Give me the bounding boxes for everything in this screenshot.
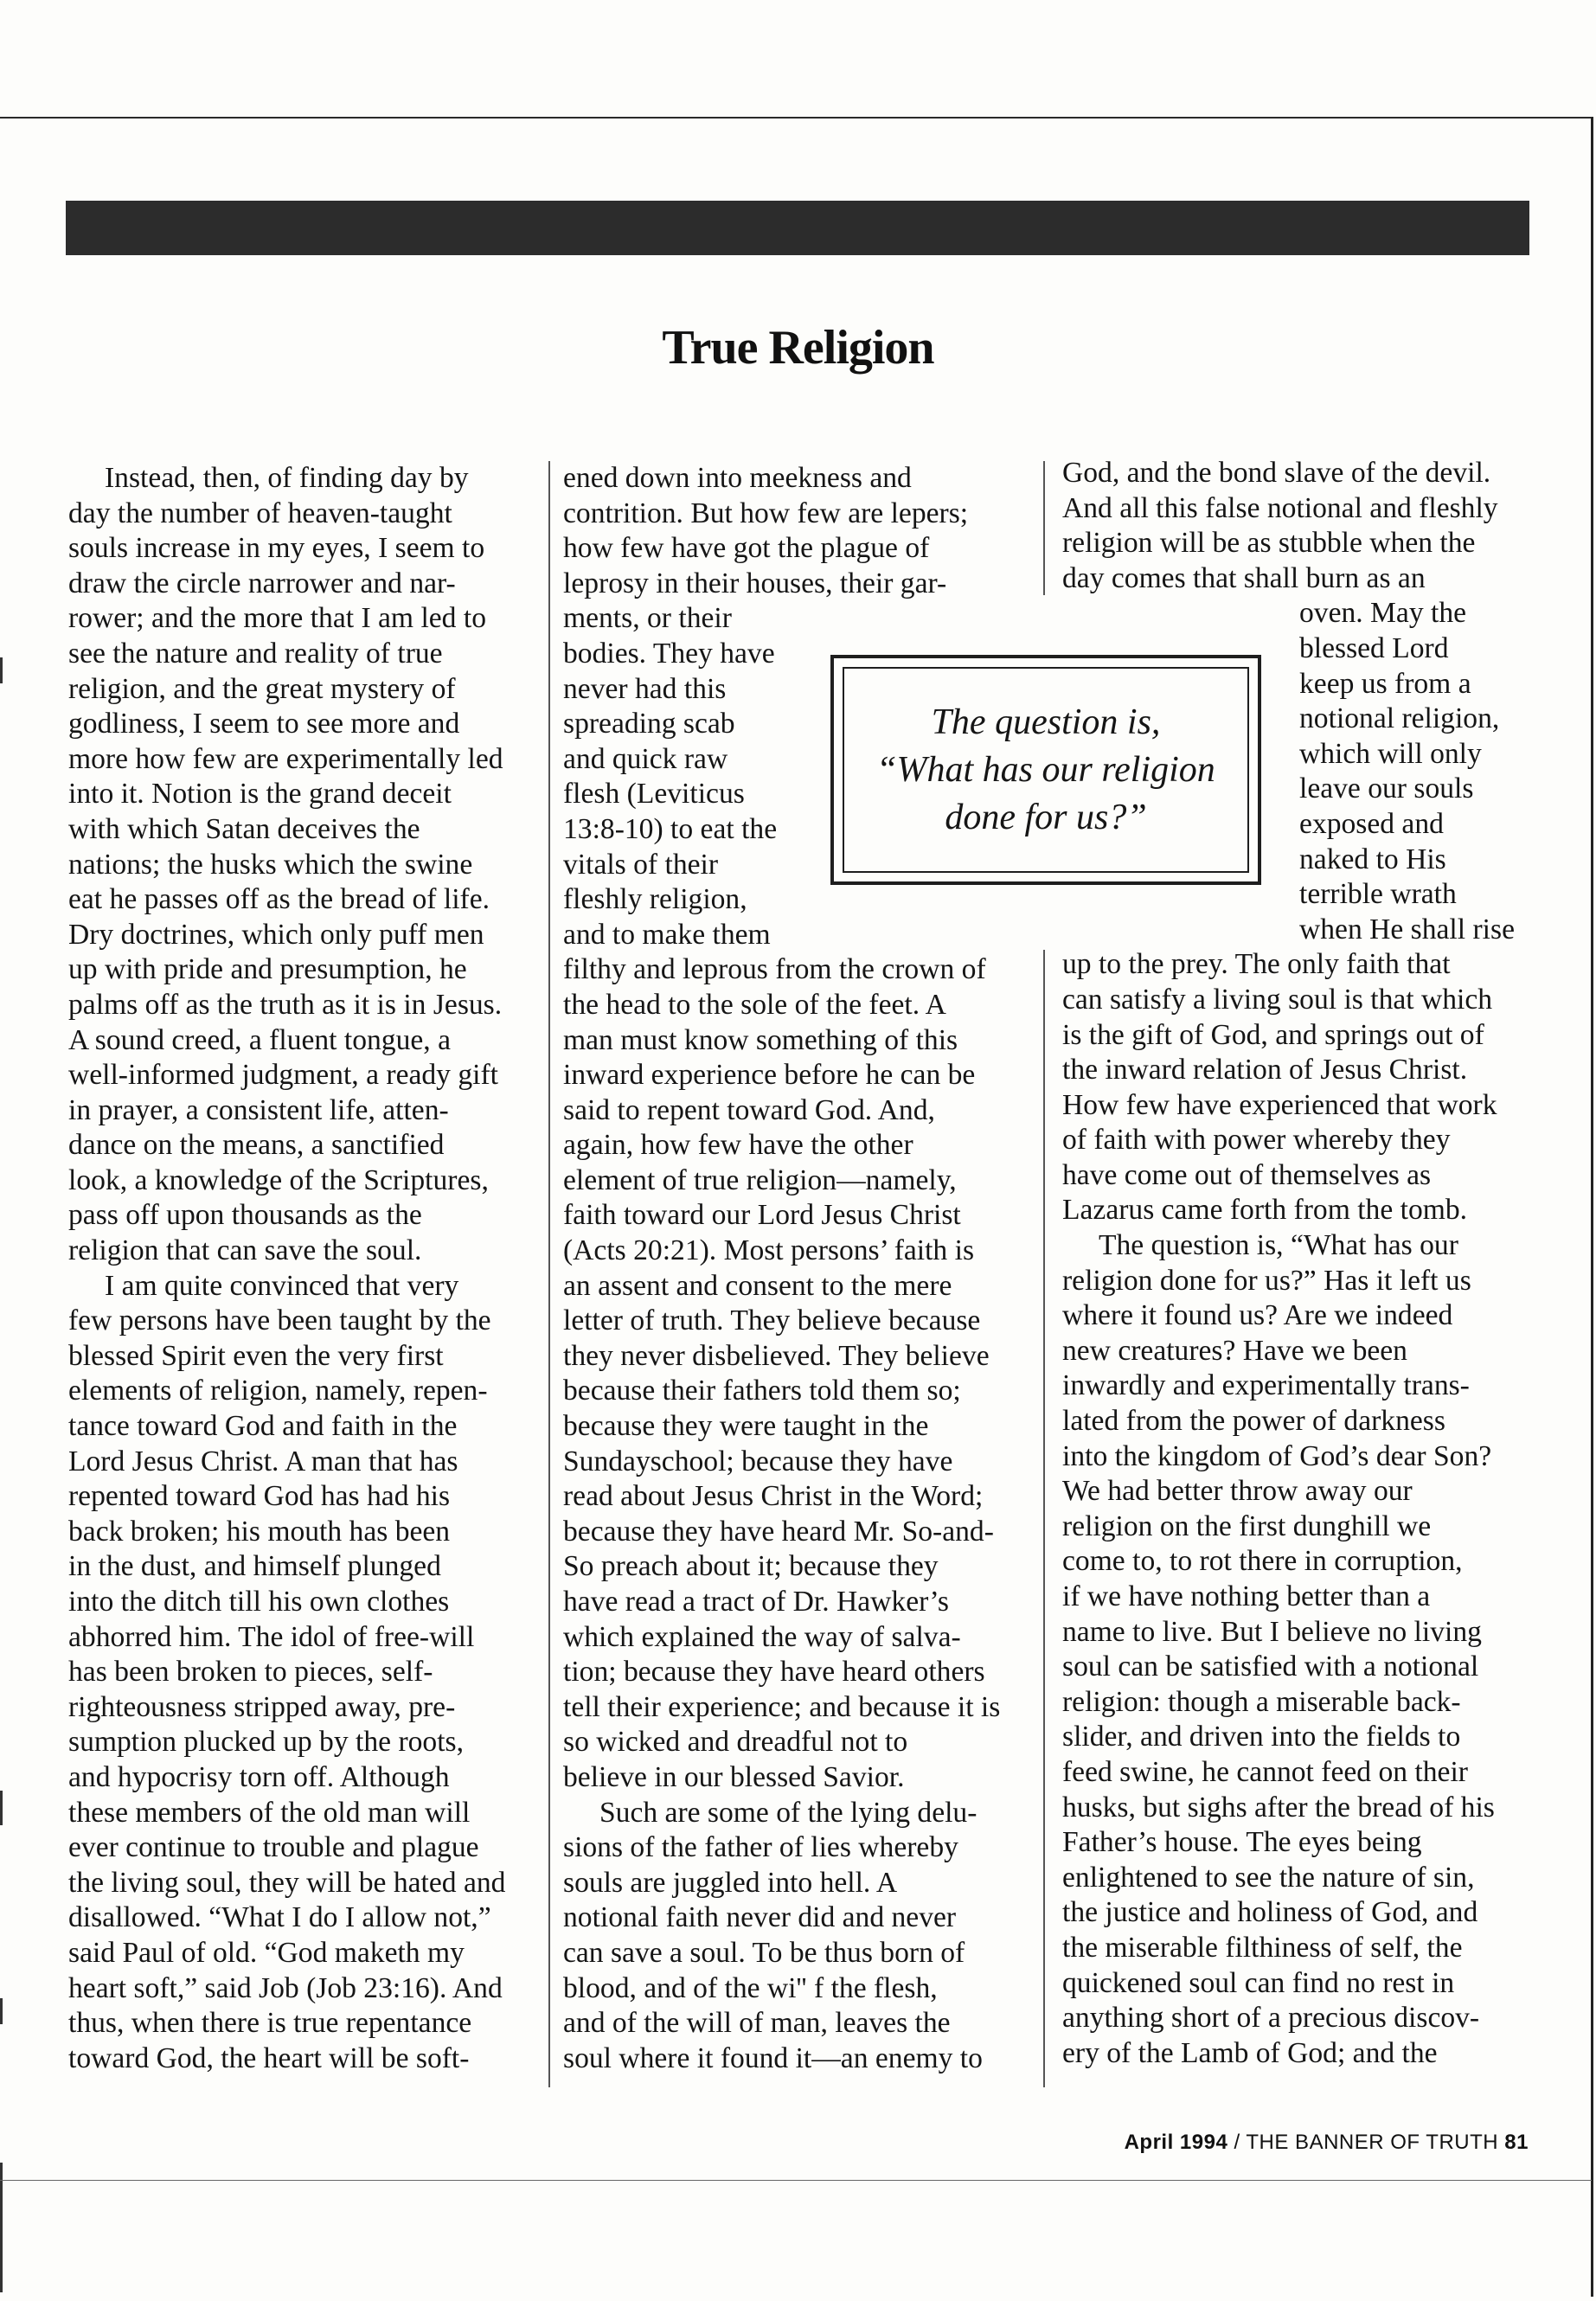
text-line: because their fathers told them so; xyxy=(563,1375,961,1407)
text-line: where it found us? Are we indeed xyxy=(1062,1299,1453,1332)
text-line: inwardly and experimentally trans- xyxy=(1062,1369,1470,1402)
text-line: come to, to rot there in corruption, xyxy=(1062,1545,1463,1578)
text-line: fleshly religion, xyxy=(563,883,747,916)
text-line: which will only xyxy=(1299,737,1482,770)
text-line: look, a knowledge of the Scriptures, xyxy=(68,1163,489,1196)
text-line: soul where it found it—an enemy to xyxy=(563,2041,983,2074)
text-line: of faith with power whereby they xyxy=(1062,1124,1451,1157)
text-line: filthy and leprous from the crown of xyxy=(563,953,986,986)
text-line: because they were taught in the xyxy=(563,1410,929,1443)
text-line: and of the will of man, leaves the xyxy=(563,2007,951,2040)
text-line: have come out of themselves as xyxy=(1062,1158,1432,1191)
text-line: feed swine, he cannot feed on their xyxy=(1062,1755,1468,1788)
text-line: leave our souls xyxy=(1299,772,1474,805)
page-right-edge xyxy=(1591,117,1593,2297)
text-line: Father’s house. The eyes being xyxy=(1062,1826,1422,1859)
text-line: righteousness stripped away, pre- xyxy=(68,1690,456,1723)
text-line: thus, when there is true repentance xyxy=(68,2007,472,2040)
pull-quote-line: “What has our religion xyxy=(876,749,1215,790)
text-line: ery of the Lamb of God; and the xyxy=(1062,2036,1438,2069)
text-line: in the dust, and himself plunged xyxy=(68,1550,441,1583)
text-line: abhorred him. The idol of free-will xyxy=(68,1620,475,1653)
text-line: soul can be satisfied with a notional xyxy=(1062,1650,1479,1683)
text-line: dance on the means, a sanctified xyxy=(68,1129,445,1162)
text-line: religion, and the great mystery of xyxy=(68,672,456,705)
text-line: godliness, I seem to see more and xyxy=(68,708,460,740)
footer-date: April 1994 xyxy=(1124,2131,1228,2154)
text-line: back broken; his mouth has been xyxy=(68,1515,451,1548)
text-line: keep us from a xyxy=(1299,667,1471,700)
text-line: has been broken to pieces, self- xyxy=(68,1656,433,1689)
bottom-rule xyxy=(0,2180,1592,2181)
text-line: when He shall rise xyxy=(1299,913,1515,945)
article-title: True Religion xyxy=(662,321,934,375)
text-line: Lazarus came forth from the tomb. xyxy=(1062,1194,1468,1227)
text-line: said to repent toward God. And, xyxy=(563,1093,935,1126)
text-line: spreading scab xyxy=(563,708,735,740)
text-line: pass off upon thousands as the xyxy=(68,1199,422,1232)
text-line: name to live. But I believe no living xyxy=(1062,1615,1482,1648)
text-line: eat he passes off as the bread of life. xyxy=(68,883,490,916)
text-line: into it. Notion is the grand deceit xyxy=(68,778,452,811)
text-line: so wicked and dreadful not to xyxy=(563,1726,908,1759)
text-line: well-informed judgment, a ready gift xyxy=(68,1059,498,1092)
text-line: can satisfy a living soul is that which xyxy=(1062,983,1493,1016)
pull-quote-box xyxy=(830,655,1261,885)
text-line: Lord Jesus Christ. A man that has xyxy=(68,1445,458,1477)
text-line: elements of religion, namely, repen- xyxy=(68,1375,488,1407)
text-line: heart soft,” said Job (Job 23:16). And xyxy=(68,1971,503,2004)
text-line: I am quite convinced that very xyxy=(105,1269,459,1302)
text-line: more how few are experimentally led xyxy=(68,742,503,775)
text-line: enlightened to see the nature of sin, xyxy=(1062,1861,1475,1894)
text-line: religion: though a miserable back- xyxy=(1062,1685,1461,1718)
text-line: if we have nothing better than a xyxy=(1062,1580,1431,1612)
text-line: they never disbelieved. They believe xyxy=(563,1339,990,1372)
text-line: is the gift of God, and springs out of xyxy=(1062,1018,1484,1051)
text-line: how few have got the plague of xyxy=(563,532,930,565)
text-line: slider, and driven into the fields to xyxy=(1062,1721,1461,1753)
text-line: few persons have been taught by the xyxy=(68,1304,491,1337)
text-line: the inward relation of Jesus Christ. xyxy=(1062,1054,1468,1086)
pull-quote-line: done for us?” xyxy=(945,797,1147,837)
text-line: lated from the power of darkness xyxy=(1062,1405,1445,1438)
text-line: day comes that shall burn as an xyxy=(1062,561,1426,594)
column-divider xyxy=(1043,950,1045,2087)
text-line: Sundayschool; because they have xyxy=(563,1445,953,1477)
text-line: naked to His xyxy=(1299,843,1446,875)
text-line: The question is, “What has our xyxy=(1099,1229,1458,1262)
text-line: leprosy in their houses, their gar- xyxy=(563,567,947,599)
column-divider xyxy=(1043,461,1045,595)
text-line: believe in our blessed Savior. xyxy=(563,1760,905,1793)
text-line: because they have heard Mr. So-and- xyxy=(563,1515,994,1548)
text-line: into the ditch till his own clothes xyxy=(68,1586,450,1618)
text-line: tion; because they have heard others xyxy=(563,1656,985,1689)
text-line: up with pride and presumption, he xyxy=(68,953,467,986)
pull-quote xyxy=(843,667,1249,873)
pull-quote-line: The question is, xyxy=(931,702,1161,742)
text-line: repented toward God has had his xyxy=(68,1480,451,1513)
text-line: flesh (Leviticus xyxy=(563,778,745,811)
footer-magazine: THE BANNER OF TRUTH xyxy=(1246,2131,1499,2154)
text-line: and hypocrisy torn off. Although xyxy=(68,1760,450,1793)
text-line: can save a soul. To be thus born of xyxy=(563,1936,965,1969)
text-line: inward experience before he can be xyxy=(563,1059,976,1092)
text-line: sumption plucked up by the roots, xyxy=(68,1726,464,1759)
text-line: tell their experience; and because it is xyxy=(563,1690,1001,1723)
text-line: ever continue to trouble and plague xyxy=(68,1831,479,1864)
text-line: A sound creed, a fluent tongue, a xyxy=(68,1023,451,1056)
text-line: terrible wrath xyxy=(1299,878,1457,911)
text-line: (Acts 20:21). Most persons’ faith is xyxy=(563,1234,975,1267)
text-line: God, and the bond slave of the devil. xyxy=(1062,457,1491,489)
text-line: We had better throw away our xyxy=(1062,1475,1413,1508)
page-number: 81 xyxy=(1504,2131,1529,2154)
text-line: and quick raw xyxy=(563,742,728,775)
text-line: vitals of their xyxy=(563,848,719,881)
text-line: 13:8-10) to eat the xyxy=(563,812,778,845)
column-divider xyxy=(548,461,550,2087)
text-line: ments, or their xyxy=(563,602,732,635)
text-line: nations; the husks which the swine xyxy=(68,848,473,881)
text-line: How few have experienced that work xyxy=(1062,1088,1497,1121)
text-line: notional religion, xyxy=(1299,702,1500,735)
text-line: never had this xyxy=(563,672,727,705)
top-rule xyxy=(0,117,1592,119)
text-line: palms off as the truth as it is in Jesus. xyxy=(68,988,503,1021)
text-line: religion on the first dunghill we xyxy=(1062,1509,1432,1542)
text-line: into the kingdom of God’s dear Son? xyxy=(1062,1439,1492,1472)
text-line: ened down into meekness and xyxy=(563,462,912,494)
text-line: Dry doctrines, which only puff men xyxy=(68,918,484,951)
text-line: husks, but sighs after the bread of his xyxy=(1062,1791,1495,1823)
text-line: sions of the father of lies whereby xyxy=(563,1831,958,1864)
text-line: with which Satan deceives the xyxy=(68,812,420,845)
text-line: the miserable filthiness of self, the xyxy=(1062,1931,1463,1964)
text-line: blessed Lord xyxy=(1299,631,1449,664)
text-line: in prayer, a consistent life, atten- xyxy=(68,1093,449,1126)
text-line: souls are juggled into hell. A xyxy=(563,1866,898,1899)
text-line: these members of the old man will xyxy=(68,1796,471,1829)
text-line: religion done for us?” Has it left us xyxy=(1062,1264,1471,1297)
text-line: And all this false notional and fleshly xyxy=(1062,491,1498,524)
text-line: disallowed. “What I do I allow not,” xyxy=(68,1901,491,1934)
text-line: souls increase in my eyes, I seem to xyxy=(68,532,485,565)
text-line: toward God, the heart will be soft- xyxy=(68,2041,470,2074)
text-line: faith toward our Lord Jesus Christ xyxy=(563,1199,961,1232)
footer-separator: / xyxy=(1227,2131,1247,2154)
text-line: and to make them xyxy=(563,918,771,951)
text-line: the justice and holiness of God, and xyxy=(1062,1896,1478,1929)
page-edge-mark xyxy=(0,1791,3,1825)
text-line: an assent and consent to the mere xyxy=(563,1269,952,1302)
page-edge-mark xyxy=(0,657,3,683)
header-banner-bar xyxy=(66,201,1529,255)
text-line: rower; and the more that I am led to xyxy=(68,602,486,635)
text-line: element of true religion—namely, xyxy=(563,1163,957,1196)
text-line: bodies. They have xyxy=(563,637,775,670)
text-line: blessed Spirit even the very first xyxy=(68,1339,444,1372)
text-line: exposed and xyxy=(1299,807,1444,840)
text-line: contrition. But how few are lepers; xyxy=(563,497,969,529)
text-line: see the nature and reality of true xyxy=(68,637,443,670)
text-line: Instead, then, of finding day by xyxy=(105,462,469,494)
text-line: new creatures? Have we been xyxy=(1062,1334,1407,1367)
page-edge-mark xyxy=(0,2163,3,2292)
page-footer xyxy=(1125,2131,1529,2155)
text-line: which explained the way of salva- xyxy=(563,1620,961,1653)
text-line: anything short of a precious discov- xyxy=(1062,2002,1480,2035)
text-line: religion will be as stubble when the xyxy=(1062,527,1476,560)
text-line: the head to the sole of the feet. A xyxy=(563,988,946,1021)
text-line: day the number of heaven-taught xyxy=(68,497,452,529)
text-line: letter of truth. They believe because xyxy=(563,1304,981,1337)
text-line: have read a tract of Dr. Hawker’s xyxy=(563,1586,949,1618)
text-line: Such are some of the lying delu- xyxy=(599,1796,977,1829)
text-line: draw the circle narrower and nar- xyxy=(68,567,456,599)
text-line: again, how few have the other xyxy=(563,1129,913,1162)
text-line: notional faith never did and never xyxy=(563,1901,957,1934)
text-line: man must know something of this xyxy=(563,1023,958,1056)
text-line: up to the prey. The only faith that xyxy=(1062,948,1451,981)
text-line: quickened soul can find no rest in xyxy=(1062,1966,1455,1999)
page-edge-mark xyxy=(0,1998,3,2024)
text-line: the living soul, they will be hated and xyxy=(68,1866,506,1899)
text-line: oven. May the xyxy=(1299,597,1467,630)
text-column-1 xyxy=(68,461,553,2076)
text-line: said Paul of old. “God maketh my xyxy=(68,1936,465,1969)
text-line: So preach about it; because they xyxy=(563,1550,939,1583)
text-line: blood, and of the wi'' f the flesh, xyxy=(563,1971,938,2004)
text-line: tance toward God and faith in the xyxy=(68,1410,458,1443)
text-line: read about Jesus Christ in the Word; xyxy=(563,1480,984,1513)
text-line: religion that can save the soul. xyxy=(68,1234,422,1267)
